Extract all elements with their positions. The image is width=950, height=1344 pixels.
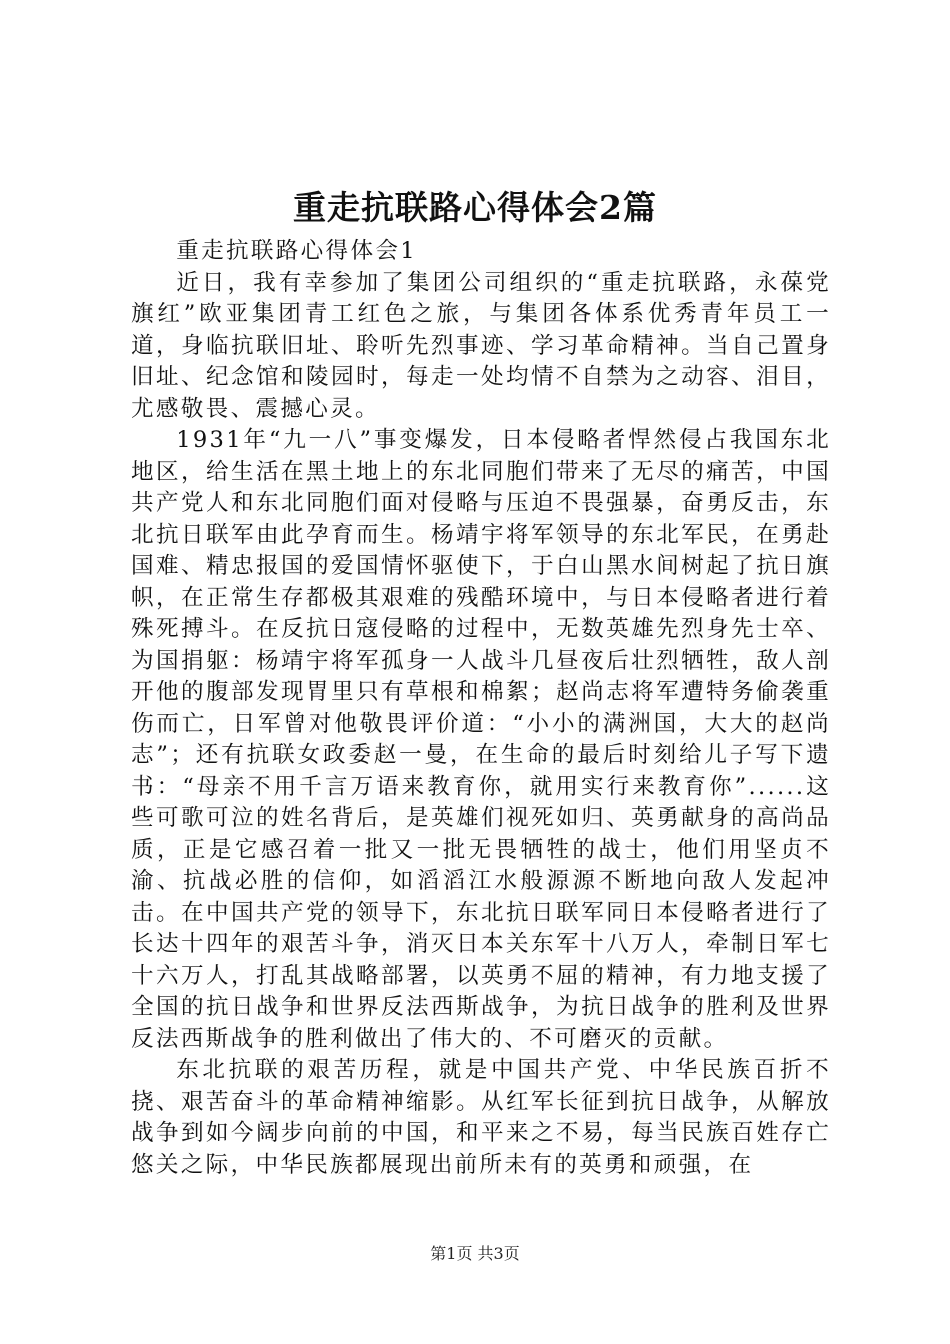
page-footer: 第1页 共3页 (430, 1244, 520, 1263)
document-title: 重走抗联路心得体会2篇 (293, 188, 657, 227)
paragraph-1: 近日，我有幸参加了集团公司组织的“重走抗联路，永葆党旗红”欧亚集团青工红色之旅，与集团各体系优秀青年员工一道，身临抗联旧址、聆听先烈事迹、学习革命精神。当自己置身旧址、纪念馆和陵园时，每走一处均情不自禁为之动容、泪目，尤感敬畏、震撼心灵。 (131, 269, 831, 422)
document-body (131, 236, 831, 1181)
section-heading: 重走抗联路心得体会1 (176, 238, 417, 264)
paragraph-2: 1931年“九一八”事变爆发，日本侵略者悍然侵占我国东北地区，给生活在黑土地上的东北同胞们带来了无尽的痛苦，中国共产党人和东北同胞们面对侵略与压迫不畏强暴，奋勇反击，东北抗日联军由此孕育而生。杨靖宇将军领导的东北军民，在勇赴国难、精忠报国的爱国情怀驱使下，于白山黑水间树起了抗日旗帜，在正常生存都极其艰难的残酷环境中，与日本侵略者进行着殊死搏斗。在反抗日寇侵略的过程中，无数英雄先烈身先士卒、为国捐躯：杨靖宇将军孤身一人战斗几昼夜后壮烈牺牲，敌人剖开他的腹部发现胃里只有草根和棉絮；赵尚志将军遭特务偷袭重伤而亡，日军曾对他敬畏评价道：“小小的满洲国，大大的赵尚志”；还有抗联女政委赵一曼，在生命的最后时刻给儿子写下遗书：“母亲不用千言万语来教育你，就用实行来教育你”......这些可歌可泣的姓名背后，是英雄们视死如归、英勇献身的高尚品质，正是它感召着一批又一批无畏牺牲的战士，他们用坚贞不渝、抗战必胜的信仰，如滔滔江水般源源不断地向敌人发起冲击。在中国共产党的领导下，东北抗日联军同日本侵略者进行了长达十四年的艰苦斗争，消灭日本关东军十八万人，牵制日军七十六万人，打乱其战略部署，以英勇不屈的精神，有力地支援了全国的抗日战争和世界反法西斯战争，为抗日战争的胜利及世界反法西斯战争的胜利做出了伟大的、不可磨灭的贡献。 (131, 427, 831, 1052)
paragraph-3: 东北抗联的艰苦历程，就是中国共产党、中华民族百折不挠、艰苦奋斗的革命精神缩影。从红军长征到抗日战争，从解放战争到如今阔步向前的中国，和平来之不易，每当民族百姓存亡悠关之际，中华民族都展现出前所未有的英勇和顽强，在 (131, 1057, 831, 1178)
